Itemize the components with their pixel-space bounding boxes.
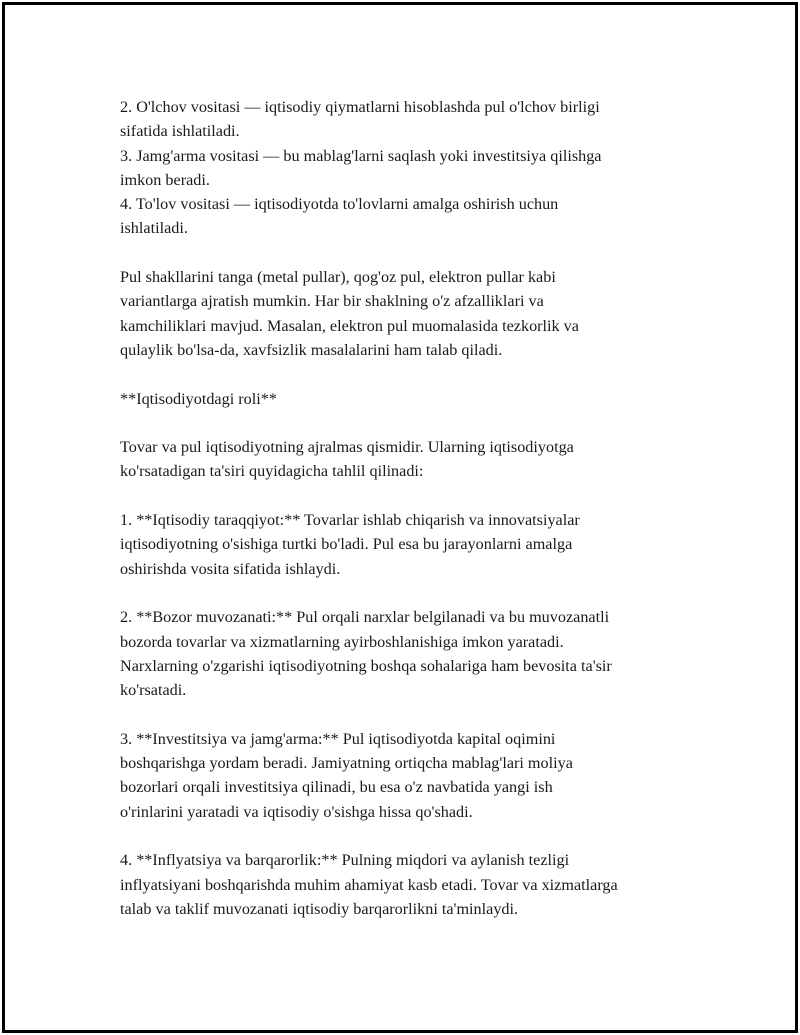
list-item-inflation [120, 848, 720, 921]
text-line: iqtisodiyotning o'sishiga turtki bo'ladi. Pul esa bu jarayonlarni amalga [120, 535, 573, 554]
text-line: sifatida ishlatiladi. [120, 122, 240, 141]
text-line: Pul shakllarini tanga (metal pullar), qog'oz pul, elektron pullar kabi [120, 268, 556, 287]
text-line: kamchiliklari mavjud. Masalan, elektron pul muomalasida tezkorlik va [120, 316, 579, 335]
money-forms-paragraph [120, 265, 720, 362]
text-line: ishlatiladi. [120, 219, 188, 238]
text-line: boshqarishga yordam beradi. Jamiyatning ortiqcha mablag'lari moliya [120, 754, 573, 773]
text-line: qulaylik bo'lsa-da, xavfsizlik masalalarini ham talab qiladi. [120, 340, 503, 359]
text-line: 3. **Investitsiya va jamg'arma:** Pul iqtisodiyotda kapital oqimini [120, 729, 556, 748]
text-line: talab va taklif muvozanati iqtisodiy barqarorlikni ta'minlaydi. [120, 899, 519, 918]
document-body [120, 95, 720, 945]
text-line: 4. **Inflyatsiya va barqarorlik:** Pulning miqdori va aylanish tezligi [120, 851, 570, 870]
text-line: **Iqtisodiyotdagi roli** [120, 389, 277, 408]
text-line: ko'rsatadigan ta'siri quyidagicha tahlil qilinadi: [120, 462, 424, 481]
section-heading [120, 387, 720, 411]
text-line: oshirishda vosita sifatida ishlaydi. [120, 559, 341, 578]
text-line: bozorlari orqali investitsiya qilinadi, bu esa o'z navbatida yangi ish [120, 778, 553, 797]
text-line: Narxlarning o'zgarishi iqtisodiyotning boshqa sohalariga ham bevosita ta'sir [120, 656, 612, 675]
list-item-market-balance [120, 605, 720, 702]
list-item-economic-progress [120, 508, 720, 581]
text-line: variantlarga ajratish mumkin. Har bir shaklning o'z afzalliklari va [120, 292, 544, 311]
intro-paragraph [120, 435, 720, 484]
text-line: bozorda tovarlar va xizmatlarning ayirboshlanishiga imkon yaratadi. [120, 632, 564, 651]
page-frame [2, 2, 798, 1033]
list-item-investment [120, 727, 720, 824]
text-line: o'rinlarini yaratadi va iqtisodiy o'sishga hissa qo'shadi. [120, 802, 473, 821]
text-line: 1. **Iqtisodiy taraqqiyot:** Tovarlar ishlab chiqarish va innovatsiyalar [120, 511, 580, 530]
text-line: ko'rsatadi. [120, 681, 187, 700]
text-line: 3. Jamg'arma vositasi — bu mablag'larni saqlash yoki investitsiya qilishga [120, 146, 602, 165]
text-line: 4. To'lov vositasi — iqtisodiyotda to'lovlarni amalga oshirish uchun [120, 195, 559, 214]
money-functions-list [120, 95, 720, 241]
text-line: inflyatsiyani boshqarishda muhim ahamiyat kasb etadi. Tovar va xizmatlarga [120, 875, 618, 894]
text-line: imkon beradi. [120, 170, 210, 189]
text-line: Tovar va pul iqtisodiyotning ajralmas qismidir. Ularning iqtisodiyotga [120, 438, 574, 457]
text-line: 2. **Bozor muvozanati:** Pul orqali narxlar belgilanadi va bu muvozanatli [120, 608, 610, 627]
text-line: 2. O'lchov vositasi — iqtisodiy qiymatlarni hisoblashda pul o'lchov birligi [120, 98, 600, 116]
